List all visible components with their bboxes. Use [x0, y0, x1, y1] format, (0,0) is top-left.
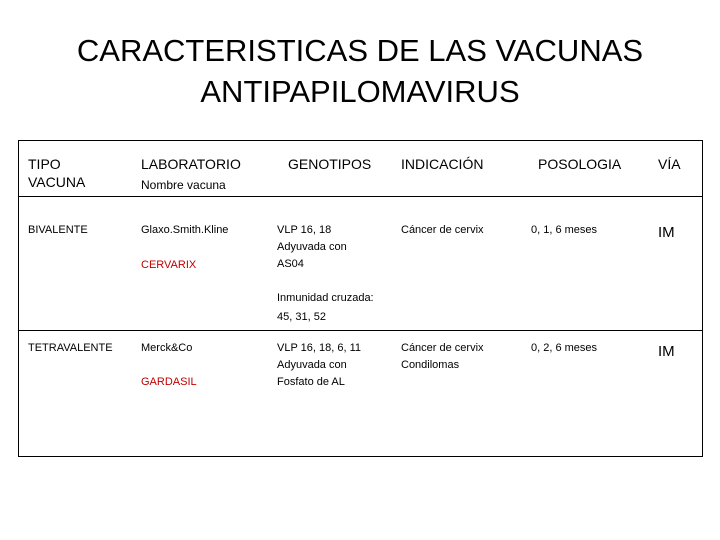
page-title: [0, 30, 720, 112]
row-1-laboratorio: Glaxo.Smith.Kline: [141, 224, 229, 236]
row-2-via: IM: [658, 343, 675, 360]
row-2-nombre: GARDASIL: [141, 376, 197, 388]
row-1-posologia: 0, 1, 6 meses: [531, 224, 598, 236]
row-2-genotipos-line-1: VLP 16, 18, 6, 11: [277, 342, 361, 354]
row-1-nombre: CERVARIX: [141, 259, 197, 271]
row-2-genotipos-line-3: Fosfato de AL: [277, 376, 345, 388]
header-tipo-line-2: VACUNA: [28, 174, 86, 190]
header-genotipos: GENOTIPOS: [288, 156, 372, 172]
header-divider: [19, 196, 702, 197]
row-1-genotipos-line-3: AS04: [277, 258, 304, 270]
header-tipo-line-1: TIPO: [28, 156, 61, 172]
header-via: VÍA: [658, 156, 681, 172]
row-divider: [19, 330, 702, 331]
title-line-2: ANTIPAPILOMAVIRUS: [200, 74, 520, 109]
row-1-inmunidad: [277, 290, 374, 326]
row-1-indicacion: Cáncer de cervix: [401, 224, 484, 236]
header-laboratorio: LABORATORIO: [141, 156, 241, 172]
row-1-inmunidad-line-2: 45, 31, 52: [277, 311, 326, 323]
vaccine-table: [18, 140, 703, 457]
row-2-indicacion-line-1: Cáncer de cervix: [401, 342, 484, 354]
row-1-tipo: BIVALENTE: [28, 224, 88, 236]
header-tipo: [28, 155, 85, 191]
row-2-genotipos-line-2: Adyuvada con: [277, 359, 347, 371]
title-line-1: CARACTERISTICAS DE LAS VACUNAS: [76, 33, 644, 68]
row-2-posologia: 0, 2, 6 meses: [531, 342, 598, 354]
header-posologia: POSOLOGIA: [538, 156, 622, 172]
row-1-inmunidad-line-1: Inmunidad cruzada:: [277, 292, 374, 304]
header-indicacion: INDICACIÓN: [401, 156, 484, 172]
row-1-genotipos-line-2: Adyuvada con: [277, 241, 347, 253]
row-1-genotipos: [277, 222, 347, 273]
header-nombre-vacuna: Nombre vacuna: [141, 178, 226, 192]
row-2-genotipos: [277, 340, 361, 391]
row-2-tipo: TETRAVALENTE: [28, 342, 113, 354]
row-2-indicacion-line-2: Condilomas: [401, 359, 460, 371]
row-2-indicacion: [401, 340, 484, 374]
row-1-via: IM: [658, 224, 675, 241]
row-2-laboratorio: Merck&Co: [141, 342, 193, 354]
row-1-genotipos-line-1: VLP 16, 18: [277, 224, 332, 236]
